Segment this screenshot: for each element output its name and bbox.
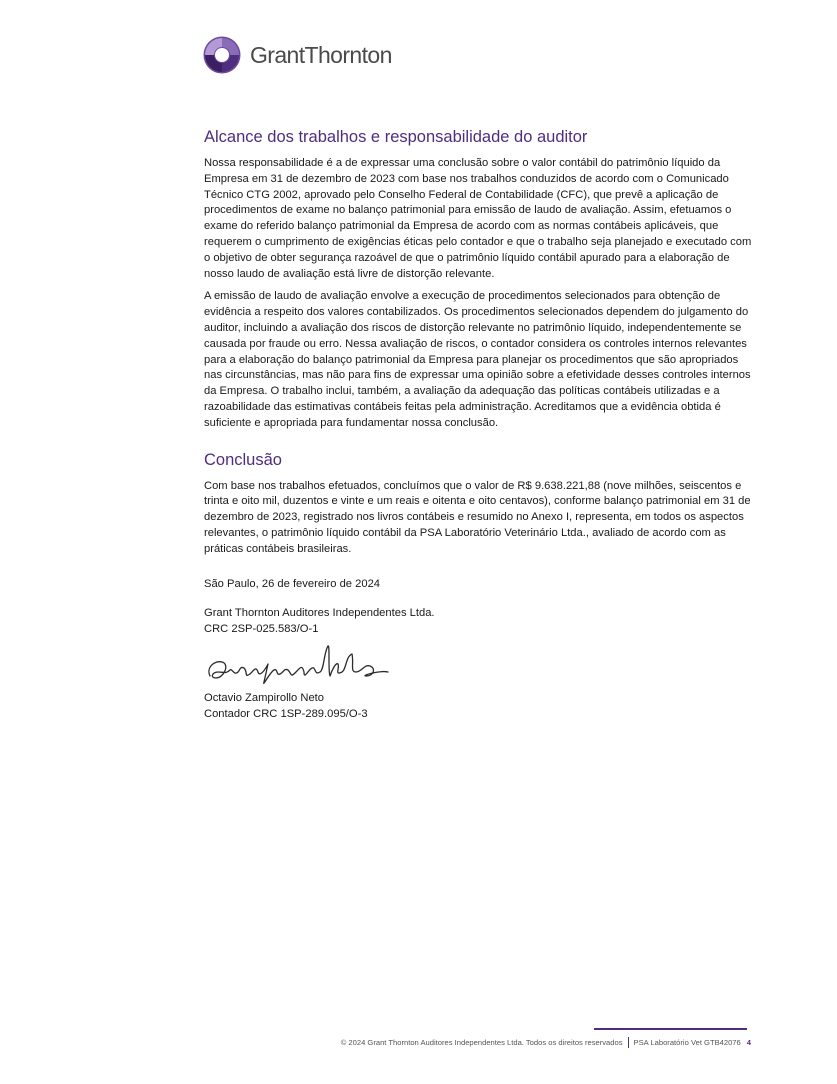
handwritten-signature: [204, 642, 757, 692]
page-number: 4: [746, 1038, 751, 1047]
company-logo: [203, 36, 392, 74]
place-date: São Paulo, 26 de fevereiro de 2024: [204, 577, 381, 590]
grant-thornton-logo-icon: [203, 36, 241, 74]
section-title-conclusion: Conclusão: [204, 450, 282, 469]
footer-accent-line: [594, 1028, 747, 1030]
signer-name: Octavio Zampirollo Neto: [204, 691, 324, 704]
document-body: [204, 127, 757, 723]
page-footer: [341, 1037, 751, 1048]
footer-document-ref: PSA Laboratório Vet GTB42076: [633, 1038, 741, 1047]
signature-icon: [204, 642, 394, 694]
firm-crc: CRC 2SP-025.583/O-1: [204, 623, 319, 636]
section-title-scope: Alcance dos trabalhos e responsabilidade do auditor: [204, 128, 588, 146]
scope-paragraph-2: A emissão de laudo de avaliação envolve a execução de procedimentos selecionados para obtenção de evidência a respeito dos valores contabilizados. Os procedimentos selecionados dependem do julgamento do auditor, incluindo a avaliação dos riscos de distorção relevante no patrimônio líquido, independentemente se causada por fraude ou erro. Nessa avaliação de riscos, o contador considera os controles internos relevantes para a elaboração do balanço patrimonial da Empresa para planejar os procedimentos que são apropriados nas circunstâncias, mas não para fins de expressar uma opinião sobre a efetividade desses controles internos da Empresa. O trabalho inclui, também, a avaliação da adequação das políticas contábeis utilizadas e a razoabilidade das estimativas contábeis feitas pela administração. Acreditamos que a evidência obtida é suficiente e apropriada para fundamentar nossa conclusão.: [204, 290, 751, 429]
signer-crc: Contador CRC 1SP-289.095/O-3: [204, 707, 368, 720]
logo-wordmark: GrantThornton: [250, 41, 392, 68]
scope-paragraph-1: Nossa responsabilidade é a de expressar uma conclusão sobre o valor contábil do patrimônio líquido da Empresa em 31 de dezembro de 2023 com base nos trabalhos conduzidos de acordo com o Comunicado Técnico CTG 2002, aprovado pelo Conselho Federal de Contabilidade (CFC), que prevê a aplicação de procedimentos de exame no balanço patrimonial para emissão de laudo de avaliação. Assim, efetuamos o exame do referido balanço patrimonial da Empresa de acordo com as normas contábeis aplicáveis, que requerem o cumprimento de exigências éticas pelo contador e que o trabalho seja planejado e executado com o objetivo de obter segurança razoável de que o patrimônio líquido contábil apurado para a elaboração de nosso laudo de avaliação está livre de distorção relevante.: [204, 157, 752, 280]
conclusion-paragraph: Com base nos trabalhos efetuados, concluímos que o valor de R$ 9.638.221,88 (nove milhões, seiscentos e trinta e oito mil, duzentos e vinte e um reais e oitenta e oito centavos), conforme balanço patrimonial em 31 de dezembro de 2023, registrado nos livros contábeis e resumido no Anexo I, representa, em todos os aspectos relevantes, o patrimônio líquido contábil da PSA Laboratório Veterinário Ltda., avaliado de acordo com as práticas contábeis brasileiras.: [204, 479, 751, 555]
firm-name: Grant Thornton Auditores Independentes Ltda.: [204, 607, 435, 620]
footer-separator: [628, 1037, 629, 1048]
footer-copyright: © 2024 Grant Thornton Auditores Independentes Ltda. Todos os direitos reservados: [340, 1038, 623, 1047]
